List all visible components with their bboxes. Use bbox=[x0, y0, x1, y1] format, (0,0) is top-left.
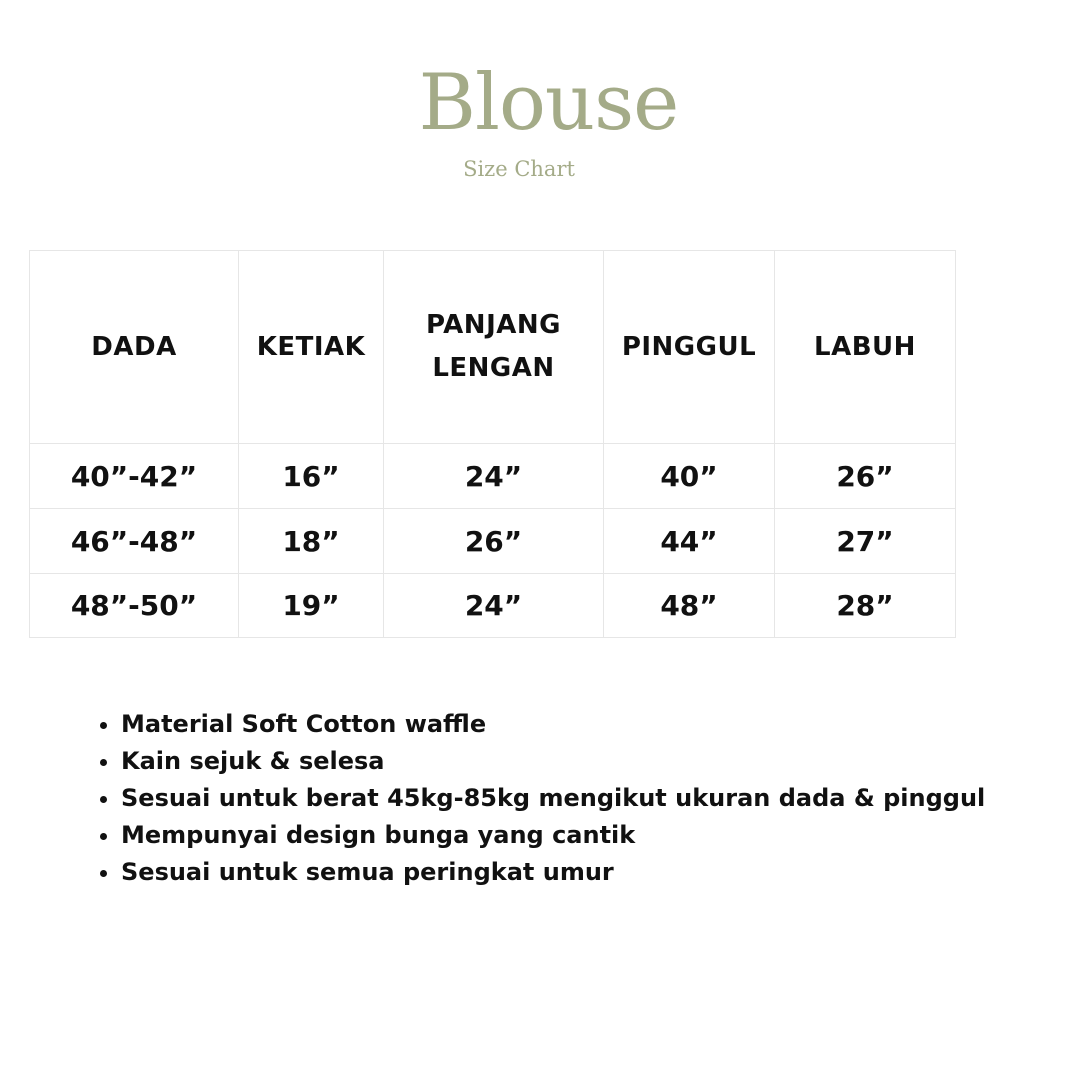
table-cell: 26” bbox=[775, 444, 956, 509]
table-cell: 27” bbox=[775, 509, 956, 574]
list-item: • Sesuai untuk berat 45kg-85kg mengikut ukuran dada & pinggul bbox=[121, 780, 1071, 817]
table-cell: 26” bbox=[384, 509, 604, 574]
table-cell: 48” bbox=[604, 574, 775, 638]
column-header-labuh: LABUH bbox=[775, 251, 956, 444]
page-title: Blouse bbox=[418, 58, 679, 148]
list-item: • Material Soft Cotton waffle bbox=[121, 706, 1071, 743]
table-cell: 44” bbox=[604, 509, 775, 574]
column-header-pinggul: PINGGUL bbox=[604, 251, 775, 444]
list-item: • Sesuai untuk semua peringkat umur bbox=[121, 854, 1071, 891]
table-row bbox=[30, 444, 956, 509]
table-header-row bbox=[30, 251, 956, 444]
column-header-dada: DADA bbox=[30, 251, 239, 444]
table-cell: 40” bbox=[604, 444, 775, 509]
table-cell: 40”-42” bbox=[30, 444, 239, 509]
size-table bbox=[29, 250, 956, 638]
table-cell: 48”-50” bbox=[30, 574, 239, 638]
column-header-ketiak: KETIAK bbox=[239, 251, 384, 444]
table-cell: 28” bbox=[775, 574, 956, 638]
table-cell: 18” bbox=[239, 509, 384, 574]
table-cell: 16” bbox=[239, 444, 384, 509]
page-subtitle: Size Chart bbox=[463, 157, 575, 181]
column-header-panjang-lengan: PANJANG LENGAN bbox=[384, 251, 604, 444]
table-cell: 46”-48” bbox=[30, 509, 239, 574]
list-item: • Kain sejuk & selesa bbox=[121, 743, 1071, 780]
table-cell: 19” bbox=[239, 574, 384, 638]
table-cell: 24” bbox=[384, 574, 604, 638]
product-notes-list bbox=[90, 706, 1071, 891]
list-item: • Mempunyai design bunga yang cantik bbox=[121, 817, 1071, 854]
table-cell: 24” bbox=[384, 444, 604, 509]
table-row bbox=[30, 509, 956, 574]
table-row bbox=[30, 574, 956, 638]
